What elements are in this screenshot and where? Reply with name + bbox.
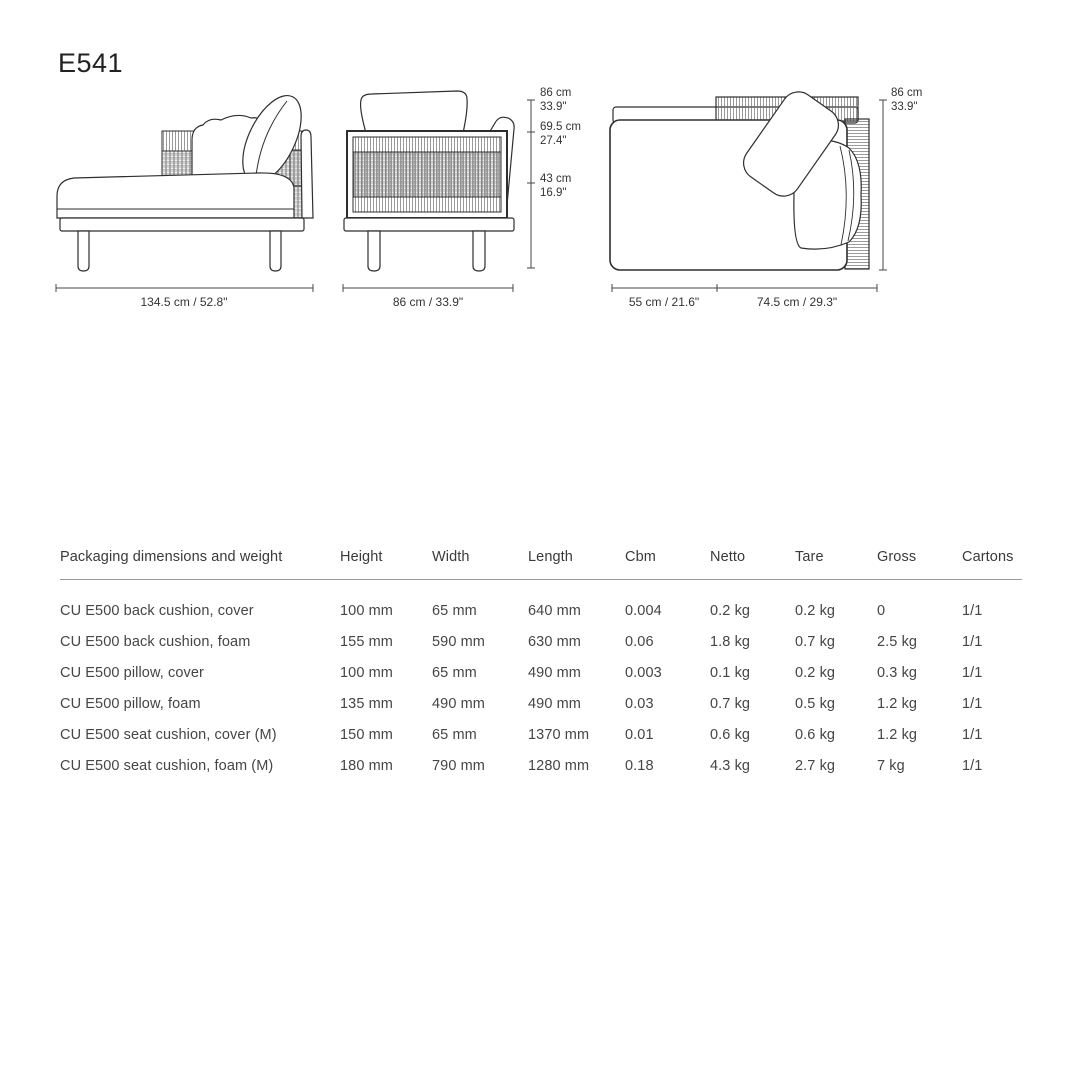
top-view-drawing [610,85,869,270]
cell-length: 640 mm [528,603,581,619]
cell-height: 150 mm [340,727,393,743]
front-view-frame [347,131,507,218]
row-label: CU E500 seat cushion, foam (M) [60,758,274,774]
cell-cbm: 0.18 [625,758,654,774]
cell-netto: 0.1 kg [710,665,751,681]
top-view-depth-dimension [612,284,877,309]
row-label: CU E500 pillow, cover [60,665,204,681]
side-view-width-label: 134.5 cm / 52.8" [140,295,228,309]
top-view-height-dimension [879,87,922,270]
cell-width: 65 mm [432,727,477,743]
top-view-height-cm: 86 cm [891,87,923,99]
front-view-base-rail [344,218,514,231]
cell-length: 1370 mm [528,727,590,743]
side-view-back-post [301,130,313,218]
front-view-width-label: 86 cm / 33.9" [392,295,464,309]
cell-cbm: 0.003 [625,665,662,681]
height-label-86cm: 86 cm [540,87,572,99]
side-view-width-dimension [56,284,313,309]
cell-netto: 1.8 kg [710,634,751,650]
row-label: CU E500 back cushion, foam [60,634,251,650]
front-view-leg-left [368,231,380,271]
cell-cbm: 0.004 [625,603,662,619]
cell-height: 100 mm [340,603,393,619]
cell-cartons: 1/1 [962,727,983,743]
cell-netto: 0.2 kg [710,603,751,619]
cell-width: 65 mm [432,603,477,619]
front-view-leg-right [473,231,485,271]
front-view-drawing [344,91,514,271]
col-header-cbm: Cbm [625,549,656,565]
cell-height: 155 mm [340,634,393,650]
side-view-base-rail [60,218,304,231]
cell-cbm: 0.03 [625,696,654,712]
col-header-packaging: Packaging dimensions and weight [60,549,283,565]
row-label: CU E500 seat cushion, cover (M) [60,727,277,743]
row-label: CU E500 back cushion, cover [60,603,254,619]
cell-gross: 1.2 kg [877,696,918,712]
front-view-pillow [361,91,468,133]
cell-gross: 1.2 kg [877,727,918,743]
height-label-86in: 33.9" [540,101,567,113]
table-row [60,627,1022,658]
cell-height: 100 mm [340,665,393,681]
row-label: CU E500 pillow, foam [60,696,201,712]
col-header-width: Width [432,549,470,565]
cell-cartons: 1/1 [962,603,983,619]
cell-tare: 2.7 kg [795,758,836,774]
cell-tare: 0.2 kg [795,603,836,619]
col-header-length: Length [528,549,573,565]
side-view-leg-right [270,231,281,271]
cell-cbm: 0.06 [625,634,654,650]
cell-tare: 0.2 kg [795,665,836,681]
cell-tare: 0.6 kg [795,727,836,743]
height-label-43in: 16.9" [540,187,567,199]
cell-length: 490 mm [528,696,581,712]
front-view-height-dimension [527,87,581,268]
top-view-height-inch: 33.9" [891,101,918,113]
cell-height: 135 mm [340,696,393,712]
table-row [60,720,1022,751]
cell-gross: 0.3 kg [877,665,918,681]
col-header-cartons: Cartons [962,549,1014,565]
col-header-gross: Gross [877,549,917,565]
table-body [60,596,1022,782]
cell-length: 490 mm [528,665,581,681]
cell-tare: 0.7 kg [795,634,836,650]
cell-cartons: 1/1 [962,634,983,650]
col-header-tare: Tare [795,549,824,565]
table-row [60,596,1022,627]
front-view-width-dimension [343,284,513,309]
col-header-netto: Netto [710,549,746,565]
side-view-seat-cushion [57,173,294,218]
cell-width: 65 mm [432,665,477,681]
cell-length: 1280 mm [528,758,590,774]
cell-cartons: 1/1 [962,665,983,681]
table-header-row [60,549,1022,580]
side-view-leg-left [78,231,89,271]
cell-gross: 0 [877,603,886,619]
cell-netto: 0.6 kg [710,727,751,743]
col-header-height: Height [340,549,383,565]
page-title: E541 [58,48,124,78]
packaging-table [60,549,1022,782]
table-row [60,751,1022,782]
cell-cartons: 1/1 [962,696,983,712]
cell-width: 590 mm [432,634,485,650]
technical-drawings [0,0,1080,340]
height-label-695in: 27.4" [540,135,567,147]
height-label-43cm: 43 cm [540,173,572,185]
cell-cartons: 1/1 [962,758,983,774]
cell-height: 180 mm [340,758,393,774]
cell-length: 630 mm [528,634,581,650]
cell-width: 790 mm [432,758,485,774]
cell-width: 490 mm [432,696,485,712]
height-label-695cm: 69.5 cm [540,121,581,133]
cell-cbm: 0.01 [625,727,654,743]
table-row [60,658,1022,689]
cell-tare: 0.5 kg [795,696,836,712]
cell-gross: 2.5 kg [877,634,918,650]
table-row [60,689,1022,720]
top-view-depth-right-label: 74.5 cm / 29.3" [756,295,838,309]
cell-netto: 4.3 kg [710,758,751,774]
cell-gross: 7 kg [877,758,905,774]
top-view-depth-left-label: 55 cm / 21.6" [628,295,700,309]
cell-netto: 0.7 kg [710,696,751,712]
side-view-drawing [57,87,313,271]
